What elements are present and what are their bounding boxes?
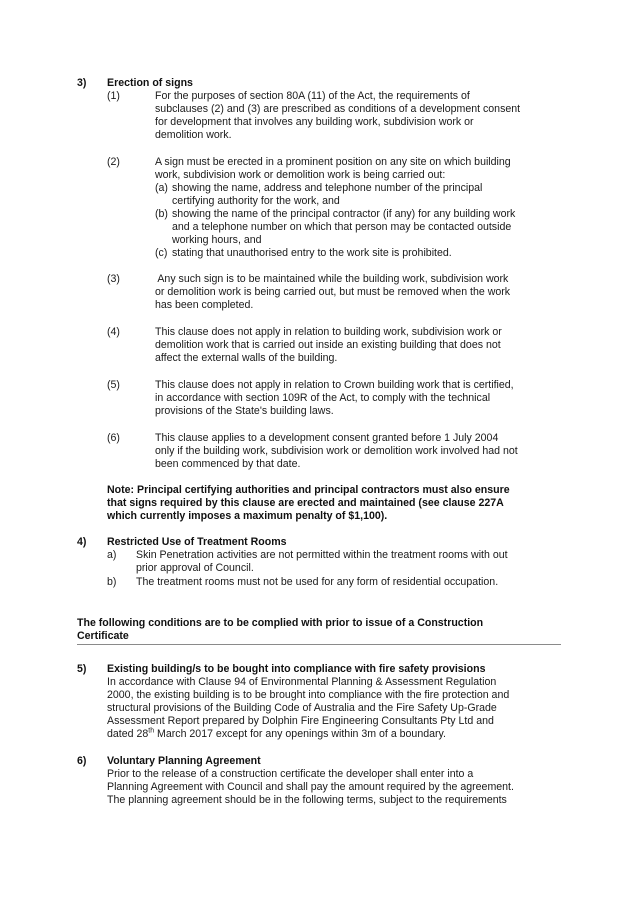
construction-certificate-heading: Certificate (77, 630, 129, 642)
section-6-line: Prior to the release of a construction certificate the developer shall enter into a (107, 768, 474, 780)
date-suffix: March 2017 except for any openings within 3m of a boundary. (154, 728, 446, 740)
clause-5-line: provisions of the State's building laws. (155, 405, 334, 417)
penalty-note-line: Note: Principal certifying authorities and principal contractors must also ensure (107, 484, 510, 496)
clause-5-line: This clause does not apply in relation to Crown building work that is certified, (155, 379, 514, 391)
section-4-number: 4) (77, 536, 87, 548)
clause-1-line: For the purposes of section 80A (11) of the Act, the requirements of (155, 90, 470, 102)
item-a-line: certifying authority for the work, and (172, 195, 340, 207)
penalty-note-line: that signs required by this clause are erected and maintained (see clause 227A (107, 497, 504, 509)
section-5-line: structural provisions of the Building Code of Australia and the Fire Safety Up-Grade (107, 702, 497, 714)
item-a-label: (a) (155, 182, 168, 194)
section-divider (77, 644, 561, 645)
clause-6-line: been commenced by that date. (155, 458, 301, 470)
clause-5-number: (5) (107, 379, 120, 391)
clause-1-line: for development that involves any building work, subdivision work or (155, 116, 474, 128)
clause-5-line: in accordance with section 109R of the Act, to comply with the technical (155, 392, 491, 404)
clause-1-line: demolition work. (155, 129, 232, 141)
section-5-heading: Existing building/s to be bought into compliance with fire safety provisions (107, 663, 486, 675)
item-a-line: prior approval of Council. (136, 562, 254, 574)
clause-2-number: (2) (107, 156, 120, 168)
clause-2-line: work, subdivision work or demolition work is being carried out: (155, 169, 446, 181)
penalty-note-line: which currently imposes a maximum penalty of $1,100). (107, 510, 388, 522)
clause-1-number: (1) (107, 90, 120, 102)
item-b-line: The treatment rooms must not be used for any form of residential occupation. (136, 576, 499, 588)
section-6-heading: Voluntary Planning Agreement (107, 755, 261, 767)
clause-6-line: only if the building work, subdivision work or demolition work involved had not (155, 445, 518, 457)
item-a-line: showing the name, address and telephone number of the principal (172, 182, 483, 194)
clause-3-line: or demolition work is being carried out, but must be removed when the work (155, 286, 511, 298)
section-5-line: Assessment Report prepared by Dolphin Fire Engineering Consultants Pty Ltd and (107, 715, 494, 727)
clause-1-line: subclauses (2) and (3) are prescribed as conditions of a development consent (155, 103, 521, 115)
clause-4-line: This clause does not apply in relation to building work, subdivision work or (155, 326, 502, 338)
item-b-label: (b) (155, 208, 168, 220)
item-c-label: (c) (155, 247, 168, 259)
section-3-number: 3) (77, 77, 87, 89)
section-5-line (107, 728, 446, 741)
section-6-line: The planning agreement should be in the following terms, subject to the requirements (107, 794, 507, 806)
section-6-line: Planning Agreement with Council and shall pay the amount required by the agreement. (107, 781, 514, 793)
item-b-line: and a telephone number on which that person may be contacted outside (172, 221, 512, 233)
clause-6-number: (6) (107, 432, 120, 444)
section-4-heading: Restricted Use of Treatment Rooms (107, 536, 287, 548)
section-6-number: 6) (77, 755, 87, 767)
section-5-line: 2000, the existing building is to be brought into compliance with the fire protection and (107, 689, 510, 701)
item-a-line: Skin Penetration activities are not permitted within the treatment rooms with out (136, 549, 508, 561)
date-prefix: dated 28 (107, 728, 149, 740)
clause-2-line: A sign must be erected in a prominent position on any site on which building (155, 156, 511, 168)
item-b-line: working hours, and (172, 234, 262, 246)
clause-6-line: This clause applies to a development consent granted before 1 July 2004 (155, 432, 499, 444)
clause-4-number: (4) (107, 326, 120, 338)
section-5-line: In accordance with Clause 94 of Environmental Planning & Assessment Regulation (107, 676, 497, 688)
clause-4-line: demolition work that is carried out inside an existing building that does not (155, 339, 501, 351)
clause-3-number: (3) (107, 273, 120, 285)
clause-3-line: has been completed. (155, 299, 254, 311)
item-c-line: stating that unauthorised entry to the work site is prohibited. (172, 247, 452, 259)
construction-certificate-heading: The following conditions are to be complied with prior to issue of a Construction (77, 617, 484, 629)
item-a-label: a) (107, 549, 117, 561)
item-b-label: b) (107, 576, 117, 588)
item-b-line: showing the name of the principal contractor (if any) for any building work (172, 208, 516, 220)
section-3-heading: Erection of signs (107, 77, 193, 89)
clause-4-line: affect the external walls of the building. (155, 352, 338, 364)
clause-3-line: Any such sign is to be maintained while the building work, subdivision work (155, 273, 509, 285)
section-5-number: 5) (77, 663, 87, 675)
date-ordinal: th (148, 727, 155, 735)
